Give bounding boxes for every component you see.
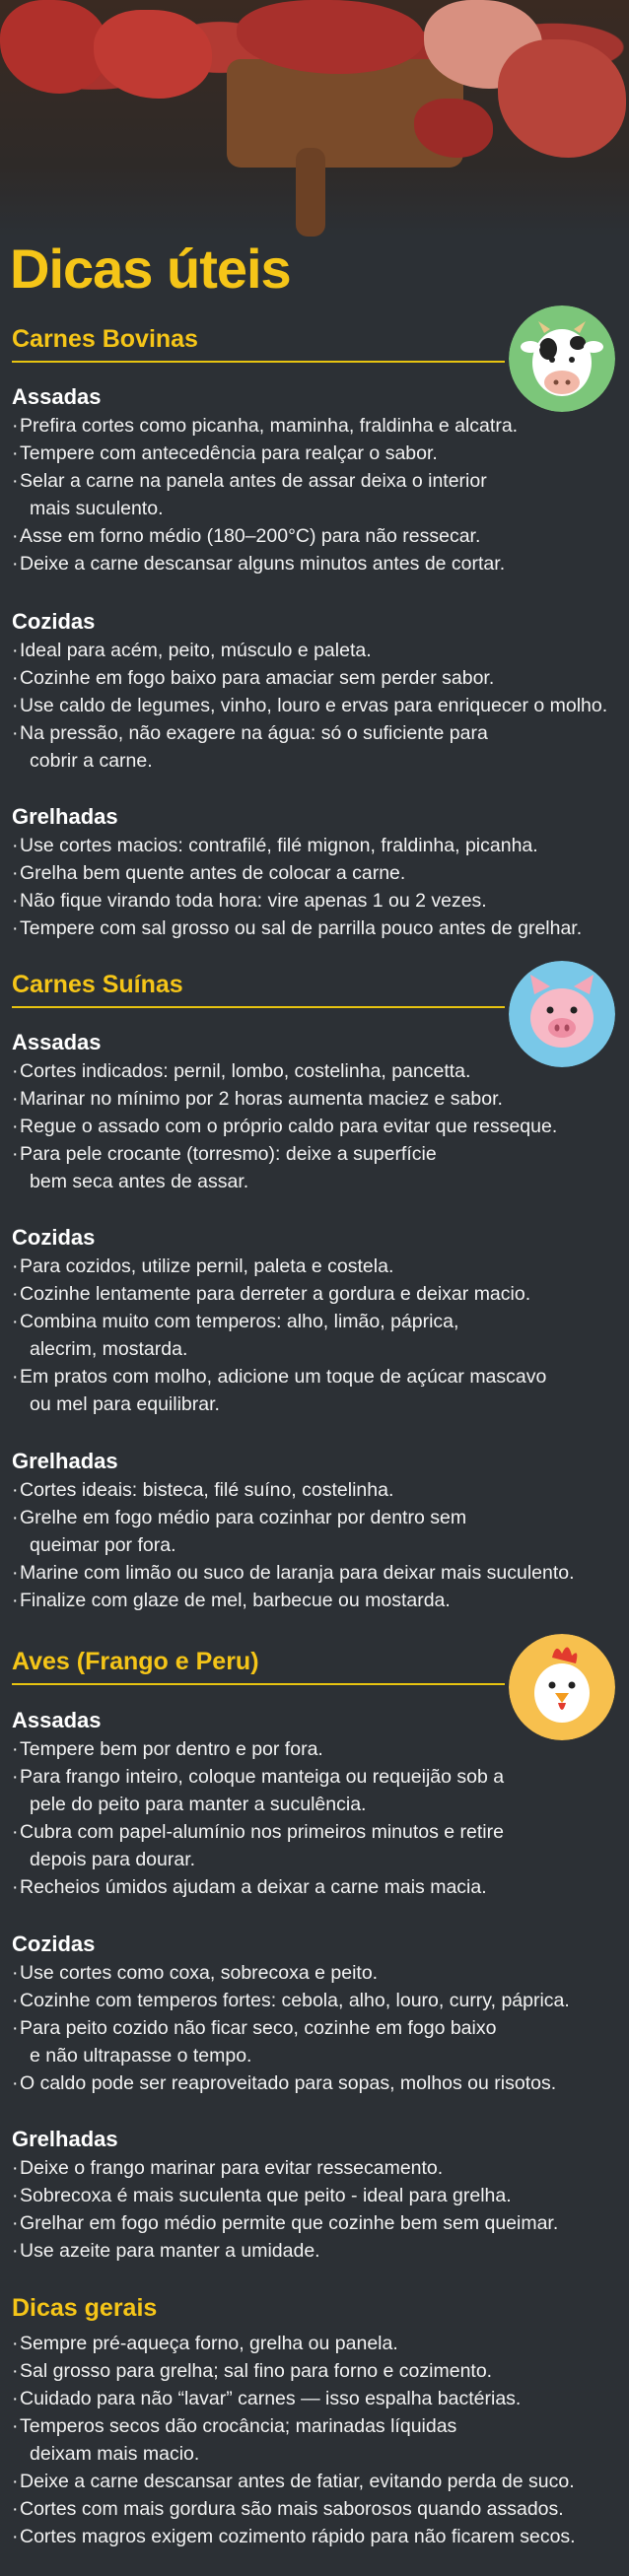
- tip-text-continued: alecrim, mostarda.: [30, 1338, 188, 1360]
- pig-icon: [509, 961, 615, 1067]
- tip-text: Em pratos com molho, adicione um toque de açúcar mascavo: [20, 1366, 547, 1388]
- section-title-dicas-gerais: Dicas gerais: [12, 2294, 158, 2322]
- tip-text: Use cortes como coxa, sobrecoxa e peito.: [20, 1962, 379, 1984]
- tip-item: [12, 2014, 618, 2069]
- group-title: Assadas: [12, 1030, 102, 1054]
- tip-text: Sempre pré-aqueça forno, grelha ou panela.: [20, 2333, 398, 2354]
- group-title: Grelhadas: [12, 1449, 118, 1473]
- tip-text: Selar a carne na panela antes de assar deixa o interior: [20, 470, 487, 492]
- tip-text: Marine com limão ou suco de laranja para deixar mais suculento.: [20, 1562, 575, 1584]
- section-title-suinas: Carnes Suínas: [12, 971, 183, 998]
- tip-text: O caldo pode ser reaproveitado para sopas, molhos ou risotos.: [20, 2072, 557, 2094]
- tip-text-continued: bem seca antes de assar.: [30, 1171, 249, 1192]
- tip-text: Na pressão, não exagere na água: só o suficiente para: [20, 722, 488, 744]
- tip-text: Grelhar em fogo médio permite que cozinhe bem sem queimar.: [20, 2212, 559, 2234]
- group-title: Assadas: [12, 1708, 102, 1732]
- group-title: Grelhadas: [12, 804, 118, 829]
- tip-item: [12, 1253, 618, 1280]
- tip-text: Ideal para acém, peito, músculo e paleta.: [20, 640, 372, 661]
- tip-text: Use azeite para manter a umidade.: [20, 2240, 320, 2262]
- tip-text: Deixe a carne descansar antes de fatiar, evitando perda de suco.: [20, 2471, 575, 2492]
- tip-text: Recheios úmidos ajudam a deixar a carne mais macia.: [20, 1876, 487, 1898]
- tip-text: Cortes indicados: pernil, lombo, costelinha, pancetta.: [20, 1060, 471, 1082]
- tip-text: Use cortes macios: contrafilé, filé mignon, fraldinha, picanha.: [20, 835, 538, 856]
- tip-text-continued: cobrir a carne.: [30, 750, 153, 772]
- tips-list: [12, 832, 618, 942]
- tip-item: [12, 915, 618, 942]
- tip-item: [12, 2468, 618, 2495]
- tip-item: [12, 2357, 618, 2385]
- tip-item: [12, 522, 618, 550]
- tip-text: Cortes magros exigem cozimento rápido para não ficarem secos.: [20, 2526, 576, 2547]
- tip-item: [12, 2385, 618, 2412]
- tip-text: Cozinhe em fogo baixo para amaciar sem perder sabor.: [20, 667, 495, 689]
- tip-text-continued: depois para dourar.: [30, 1849, 196, 1870]
- tip-text: Prefira cortes como picanha, maminha, fraldinha e alcatra.: [20, 415, 519, 437]
- tip-text: Grelha bem quente antes de colocar a carne.: [20, 862, 406, 884]
- section-title-aves: Aves (Frango e Peru): [12, 1648, 259, 1675]
- tip-item: [12, 2209, 618, 2237]
- tip-item: [12, 2069, 618, 2097]
- tip-item: [12, 1818, 618, 1873]
- chicken-icon: [509, 1634, 615, 1740]
- tip-text: Para cozidos, utilize pernil, paleta e costela.: [20, 1255, 394, 1277]
- tip-item: [12, 664, 618, 692]
- tip-item: [12, 1113, 618, 1140]
- group-title: Cozidas: [12, 1225, 96, 1250]
- tip-item: [12, 887, 618, 915]
- tip-item: [12, 1559, 618, 1587]
- tip-text: Tempere bem por dentro e por fora.: [20, 1738, 323, 1760]
- tip-text-continued: queimar por fora.: [30, 1534, 176, 1556]
- tips-list: [12, 2154, 618, 2265]
- tip-text: Temperos secos dão crocância; marinadas líquidas: [20, 2415, 457, 2437]
- tip-item: [12, 1057, 618, 1085]
- tip-text: Não fique virando toda hora: vire apenas 1 ou 2 vezes.: [20, 890, 487, 912]
- tip-item: [12, 2154, 618, 2182]
- tip-item: [12, 1763, 618, 1818]
- tip-item: [12, 1504, 618, 1559]
- tip-text-continued: pele do peito para manter a suculência.: [30, 1794, 367, 1815]
- section-title-bovinas: Carnes Bovinas: [12, 325, 198, 353]
- section-divider: [12, 1006, 505, 1008]
- tips-list: [12, 1057, 618, 1195]
- tip-item: [12, 2182, 618, 2209]
- tip-text: Regue o assado com o próprio caldo para evitar que resseque.: [20, 1116, 558, 1137]
- tip-text: Combina muito com temperos: alho, limão, páprica,: [20, 1311, 459, 1332]
- tip-text: Sobrecoxa é mais suculenta que peito - ideal para grelha.: [20, 2185, 512, 2206]
- tip-item: [12, 719, 618, 775]
- group-title: Cozidas: [12, 609, 96, 634]
- tip-item: [12, 1280, 618, 1308]
- tip-item: [12, 692, 618, 719]
- tip-text: Finalize com glaze de mel, barbecue ou mostarda.: [20, 1590, 451, 1611]
- tip-text: Use caldo de legumes, vinho, louro e ervas para enriquecer o molho.: [20, 695, 608, 716]
- tip-item: [12, 1735, 618, 1763]
- tip-text: Cozinhe lentamente para derreter a gordura e deixar macio.: [20, 1283, 531, 1305]
- tip-item: [12, 1308, 618, 1363]
- tips-list: [12, 637, 618, 775]
- tip-text-continued: deixam mais macio.: [30, 2443, 200, 2465]
- tip-text: Grelhe em fogo médio para cozinhar por dentro sem: [20, 1507, 467, 1528]
- tip-text: Cuidado para não “lavar” carnes — isso espalha bactérias.: [20, 2388, 522, 2409]
- tip-text: Para peito cozido não ficar seco, cozinhe em fogo baixo: [20, 2017, 497, 2039]
- tip-text: Para frango inteiro, coloque manteiga ou requeijão sob a: [20, 1766, 505, 1788]
- tip-item: [12, 550, 618, 577]
- tip-item: [12, 1959, 618, 1987]
- tip-text-continued: ou mel para equilibrar.: [30, 1393, 220, 1415]
- tips-list: [12, 412, 618, 577]
- section-divider: [12, 361, 505, 363]
- tip-item: [12, 2412, 618, 2468]
- tip-item: [12, 1085, 618, 1113]
- tip-text: Para pele crocante (torresmo): deixe a superfície: [20, 1143, 437, 1165]
- tips-list: [12, 1735, 618, 1901]
- tip-text-continued: mais suculento.: [30, 498, 164, 519]
- tip-item: [12, 1873, 618, 1901]
- tip-item: [12, 1587, 618, 1614]
- tip-text: Marinar no mínimo por 2 horas aumenta maciez e sabor.: [20, 1088, 503, 1110]
- tip-item: [12, 1476, 618, 1504]
- tips-list: [12, 1253, 618, 1418]
- tips-list: [12, 1476, 618, 1614]
- tip-text: Tempere com sal grosso ou sal de parrilla pouco antes de grelhar.: [20, 917, 583, 939]
- group-title: Grelhadas: [12, 2127, 118, 2151]
- tip-item: [12, 2237, 618, 2265]
- section-divider: [12, 1683, 505, 1685]
- tip-text: Tempere com antecedência para realçar o sabor.: [20, 442, 438, 464]
- tip-text: Deixe o frango marinar para evitar ressecamento.: [20, 2157, 444, 2179]
- tip-item: [12, 832, 618, 859]
- tip-item: [12, 859, 618, 887]
- tips-list: [12, 2330, 618, 2550]
- cow-icon: [509, 305, 615, 412]
- tip-item: [12, 467, 618, 522]
- tip-text: Sal grosso para grelha; sal fino para forno e cozimento.: [20, 2360, 493, 2382]
- tip-item: [12, 637, 618, 664]
- tip-item: [12, 412, 618, 440]
- tip-text: Cortes com mais gordura são mais saborosos quando assados.: [20, 2498, 564, 2520]
- tips-list: [12, 1959, 618, 2097]
- tip-text: Asse em forno médio (180–200°C) para não ressecar.: [20, 525, 481, 547]
- tip-item: [12, 2495, 618, 2523]
- tip-text: Deixe a carne descansar alguns minutos antes de cortar.: [20, 553, 506, 575]
- group-title: Cozidas: [12, 1932, 96, 1956]
- group-title: Assadas: [12, 384, 102, 409]
- tip-item: [12, 1987, 618, 2014]
- tip-item: [12, 1363, 618, 1418]
- tip-item: [12, 440, 618, 467]
- tip-text: Cubra com papel-alumínio nos primeiros minutos e retire: [20, 1821, 504, 1843]
- page-title: Dicas úteis: [10, 237, 291, 300]
- tip-item: [12, 1140, 618, 1195]
- tip-text: Cozinhe com temperos fortes: cebola, alho, louro, curry, páprica.: [20, 1990, 570, 2011]
- tip-item: [12, 2523, 618, 2550]
- tip-text: Cortes ideais: bisteca, filé suíno, costelinha.: [20, 1479, 394, 1501]
- tip-text-continued: e não ultrapasse o tempo.: [30, 2045, 252, 2067]
- tip-item: [12, 2330, 618, 2357]
